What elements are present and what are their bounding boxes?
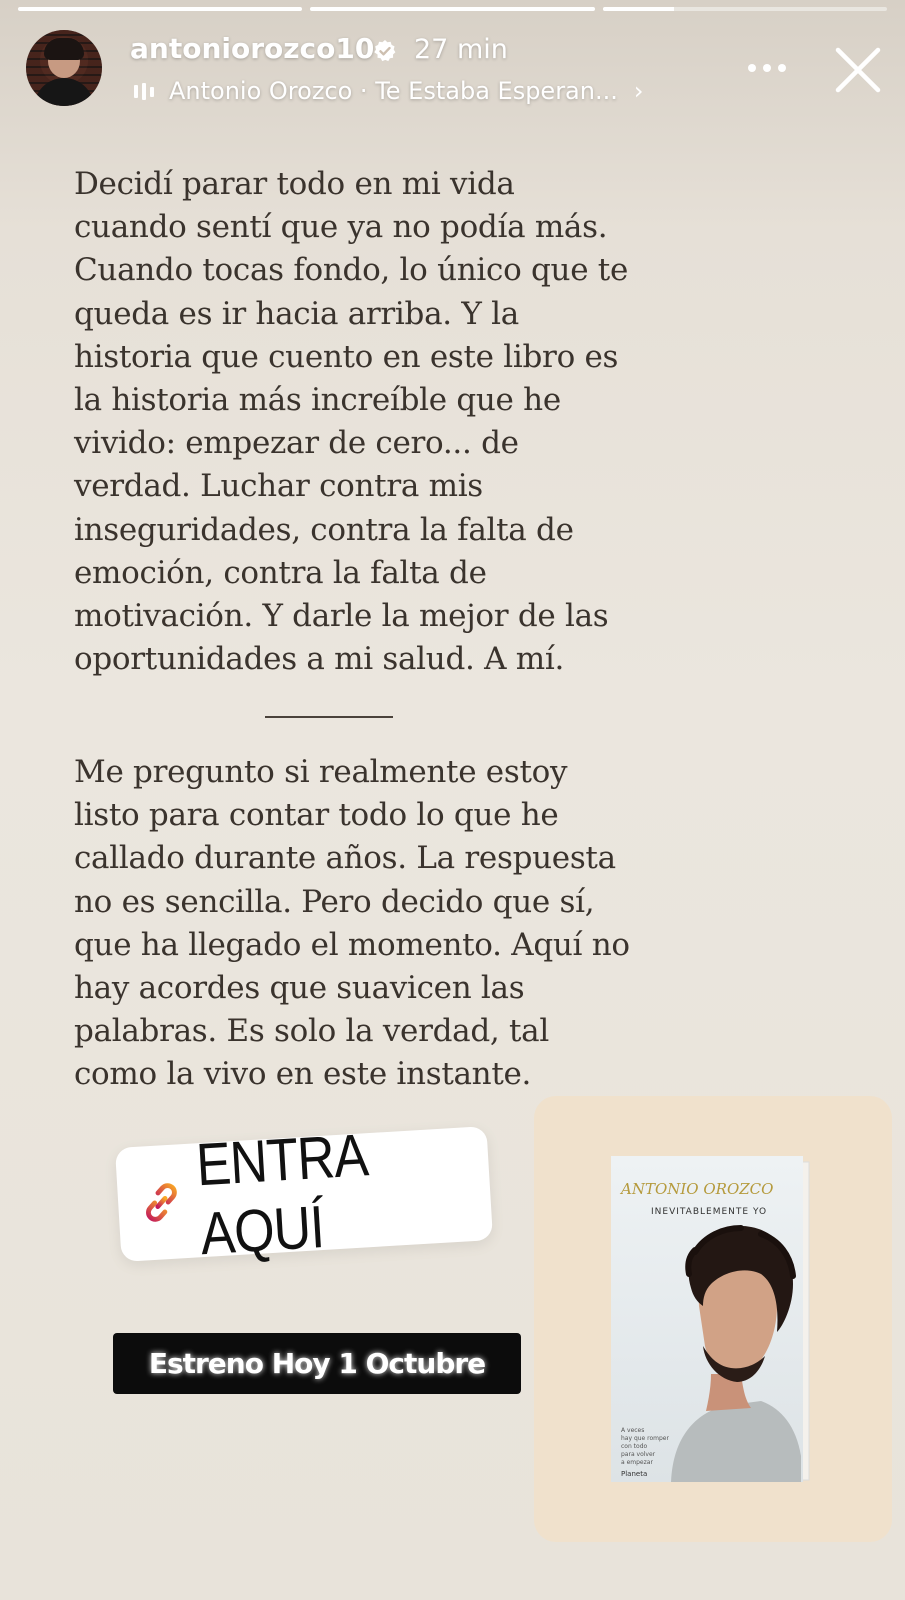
story-text-paragraph-1: Decidí parar todo en mi vida cuando sentí que ya no podía más. Cuando tocas fondo, lo único que te queda es ir hacia arriba. Y la historia que cuento en este libro es la historia más increíble que he vivido: empezar de cero... de verdad. Luchar contra mis inseguridades, contra la falta de emoción, contra la falta de motivación. Y darle la mejor de las oportunidades a mi salud. A mí.	[74, 166, 629, 678]
close-icon[interactable]	[832, 44, 884, 96]
story-progress	[18, 7, 887, 11]
svg-text:con todo: con todo	[621, 1443, 648, 1450]
avatar[interactable]	[26, 30, 102, 106]
link-sticker[interactable]	[115, 1122, 493, 1268]
estreno-tag	[113, 1333, 521, 1394]
book-author: ANTONIO OROZCO	[621, 1180, 774, 1198]
music-attribution[interactable]	[133, 76, 643, 106]
progress-segment-2	[310, 7, 594, 11]
svg-text:A veces: A veces	[621, 1427, 645, 1434]
book-publisher: Planeta	[621, 1470, 648, 1478]
svg-text:a empezar: a empezar	[621, 1459, 653, 1466]
progress-segment-3	[603, 7, 887, 11]
story-text-paragraph-2: Me pregunto si realmente estoy listo para contar todo lo que he callado durante años. La respuesta no es sencilla. Pero decido que sí, que ha llegado el momento. Aquí no hay acordes que suavicen las palabras. Es solo la verdad, tal como la vivo en este instante.	[74, 754, 630, 1093]
book-cover-image	[611, 1156, 811, 1486]
svg-text:para volver: para volver	[621, 1451, 656, 1458]
time-ago: 27 min	[414, 34, 508, 65]
music-text: Antonio Orozco · Te Estaba Esperan...	[169, 77, 618, 105]
chevron-right-icon: ›	[633, 77, 644, 105]
verified-badge-icon	[373, 39, 397, 63]
divider	[265, 716, 393, 718]
estreno-text: Estreno Hoy 1 Octubre	[148, 1347, 486, 1380]
link-sticker-label: ENTRA AQUÍ	[194, 1122, 367, 1268]
svg-text:hay que romper: hay que romper	[621, 1435, 669, 1442]
more-icon[interactable]	[744, 48, 790, 88]
progress-segment-1	[18, 7, 302, 11]
username[interactable]: antoniorozco10	[130, 32, 375, 65]
link-icon	[137, 1177, 186, 1228]
music-bars-icon	[133, 80, 159, 102]
book-title: INEVITABLEMENTE YO	[651, 1207, 768, 1217]
